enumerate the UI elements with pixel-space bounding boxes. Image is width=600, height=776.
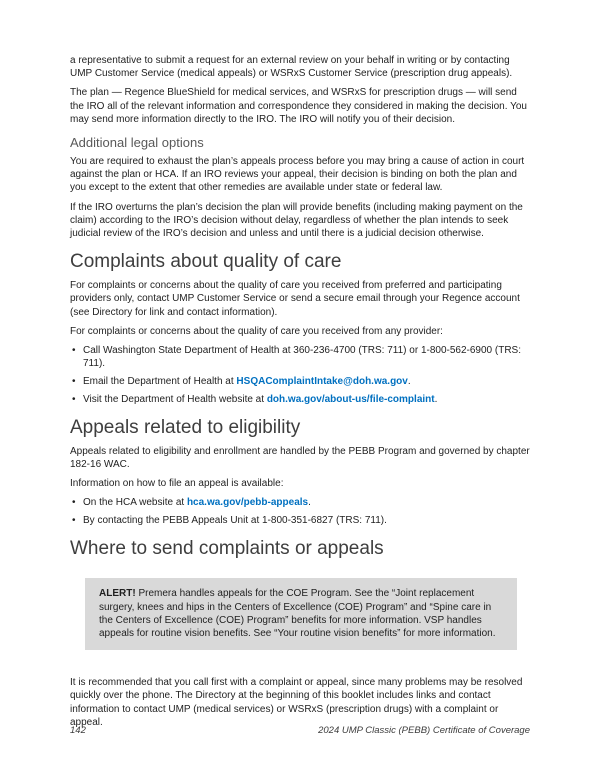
- list-item-text: Call Washington State Department of Health at 360-236-4700 (TRS: 711) or 1-800-562-6900 (TRS: 711).: [83, 345, 522, 370]
- list-item-doh-email: [70, 375, 531, 388]
- list-item-doh-website: [70, 393, 531, 406]
- paragraph-plan-iro: The plan — Regence BlueShield for medical services, and WSRxS for prescription drugs — will send the IRO all of the relevant information and correspondence they considered in making the decision. You may send more information directly to the IRO. The IRO will notify you of their decision.: [70, 87, 527, 125]
- list-item-pebb-appeals-unit: [70, 514, 531, 527]
- list-item-text: .: [308, 497, 311, 509]
- paragraph-quality-preferred: For complaints or concerns about the quality of care you received from preferred and participating providers only, contact UMP Customer Service or send a secure email through your Regence account (see Directory for link and contact information).: [70, 280, 520, 318]
- booklet-title: 2024 UMP Classic (PEBB) Certificate of Coverage: [318, 725, 530, 736]
- eligibility-list: [70, 496, 531, 527]
- paragraph-closing-recommendation: It is recommended that you call first with a complaint or appeal, since many problems may be resolved quickly over the phone. The Directory at the beginning of this booklet includes links and contact information to contact UMP (medical services) or WSRxS (prescription drugs) with a complaint or appeal.: [70, 677, 523, 728]
- alert-text: Premera handles appeals for the COE Program. See the “Joint replacement surgery, knees and hips in the Centers of Excellence (COE) Program” and “Spine care in the Centers of Excellence (COE) Program” benefits for more information. VSP handles appeals for routine vision benefits. See “Your routine vision benefits” for more information.: [99, 588, 496, 639]
- list-item-text: By contacting the PEBB Appeals Unit at 1-800-351-6827 (TRS: 711).: [83, 515, 387, 527]
- heading-where-to-send: Where to send complaints or appeals: [70, 538, 384, 560]
- paragraph-quality-any-provider: For complaints or concerns about the quality of care you received from any provider:: [70, 325, 443, 337]
- paragraph-intro-continuation: a representative to submit a request for an external review on your behalf in writing or by contacting UMP Customer Service (medical appeals) or WSRxS Customer Service (prescription drug appeals).: [70, 55, 513, 80]
- page-content: [70, 54, 531, 729]
- alert-label: ALERT!: [99, 588, 136, 600]
- list-item-text: On the HCA website at: [83, 497, 187, 509]
- heading-appeals-eligibility: Appeals related to eligibility: [70, 416, 301, 438]
- paragraph-eligibility-info: Information on how to file an appeal is available:: [70, 478, 284, 490]
- page-number: 142: [70, 725, 86, 736]
- list-item-hca-website: [70, 496, 531, 509]
- doh-email-link[interactable]: HSQAComplaintIntake@doh.wa.gov: [236, 375, 408, 387]
- list-item-text: .: [434, 393, 438, 405]
- paragraph-legal-overturn: If the IRO overturns the plan’s decision the plan will provide benefits (including making payment on the claim) according to the IRO’s decision without delay, regardless of whether the plan intends to seek judicial review of the IRO’s decision and unless and until there is a judicial decision otherwise.: [70, 201, 523, 240]
- heading-additional-legal-options: Additional legal options: [70, 135, 204, 151]
- quality-of-care-list: [70, 344, 531, 406]
- paragraph-legal-exhaust: You are required to exhaust the plan’s appeals process before you may bring a cause of action in court against the plan or HCA. If an IRO reviews your appeal, their decision is binding on both the plan and you except to the extent that other remedies are available under state or federal law.: [70, 156, 525, 194]
- list-item-text: Email the Department of Health at: [83, 375, 237, 387]
- heading-complaints-quality-of-care: Complaints about quality of care: [70, 251, 342, 273]
- hca-website-link[interactable]: hca.wa.gov/pebb-appeals: [186, 497, 309, 509]
- alert-box: [85, 578, 517, 650]
- page-footer: [70, 725, 530, 736]
- list-item-text: .: [407, 375, 411, 387]
- list-item-text: Visit the Department of Health website at: [83, 393, 267, 405]
- paragraph-eligibility-pebb: Appeals related to eligibility and enrollment are handled by the PEBB Program and governed by chapter 182-16 WAC.: [70, 445, 530, 471]
- list-item-doh-phone: [70, 344, 531, 370]
- doh-website-link[interactable]: doh.wa.gov/about-us/file-complaint: [266, 393, 435, 405]
